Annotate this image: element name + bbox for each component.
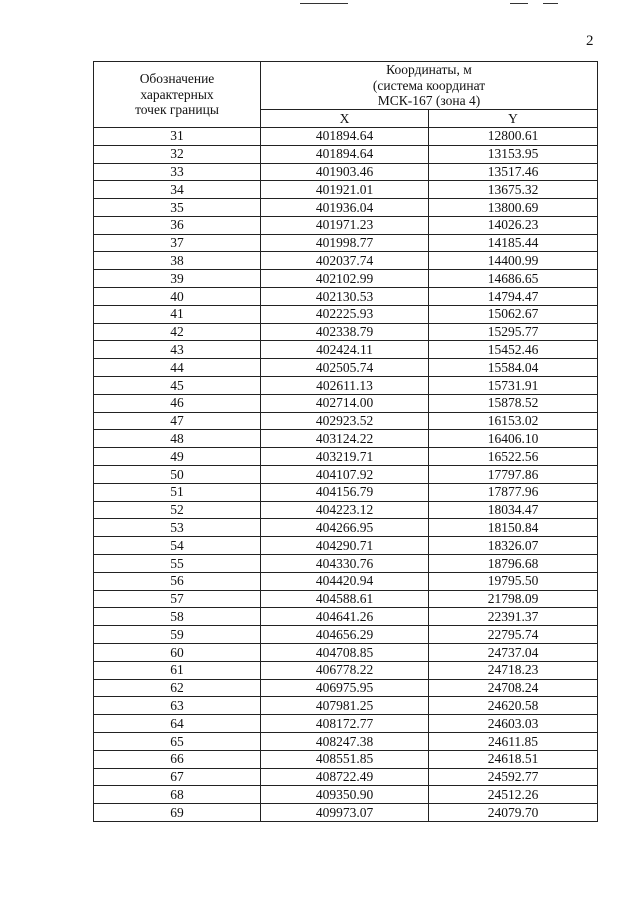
y-cell: 24708.24 <box>429 679 598 697</box>
table-row <box>94 127 598 145</box>
point-cell: 64 <box>94 715 261 733</box>
table-row <box>94 341 598 359</box>
x-cell: 408172.77 <box>261 715 429 733</box>
table-row <box>94 377 598 395</box>
y-cell: 21798.09 <box>429 590 598 608</box>
table-row <box>94 448 598 466</box>
point-cell: 32 <box>94 145 261 163</box>
point-cell: 38 <box>94 252 261 270</box>
x-cell: 406975.95 <box>261 679 429 697</box>
y-cell: 24512.26 <box>429 786 598 804</box>
y-cell: 24737.04 <box>429 644 598 662</box>
y-cell: 16406.10 <box>429 430 598 448</box>
y-cell: 17877.96 <box>429 483 598 501</box>
y-cell: 13800.69 <box>429 199 598 217</box>
y-cell: 17797.86 <box>429 466 598 484</box>
table-row <box>94 305 598 323</box>
x-cell: 408551.85 <box>261 750 429 768</box>
x-cell: 404641.26 <box>261 608 429 626</box>
y-cell: 16153.02 <box>429 412 598 430</box>
point-cell: 55 <box>94 555 261 573</box>
table-row <box>94 412 598 430</box>
point-cell: 61 <box>94 661 261 679</box>
top-rule-right-a <box>510 3 528 4</box>
point-cell: 36 <box>94 216 261 234</box>
table-row <box>94 697 598 715</box>
point-cell: 39 <box>94 270 261 288</box>
x-cell: 407981.25 <box>261 697 429 715</box>
x-cell: 404420.94 <box>261 572 429 590</box>
table-row <box>94 430 598 448</box>
y-cell: 15731.91 <box>429 377 598 395</box>
x-cell: 403219.71 <box>261 448 429 466</box>
y-cell: 18034.47 <box>429 501 598 519</box>
y-cell: 18326.07 <box>429 537 598 555</box>
table-row <box>94 288 598 306</box>
x-cell: 401921.01 <box>261 181 429 199</box>
y-cell: 24618.51 <box>429 750 598 768</box>
coords-header-line: Координаты, м <box>386 62 472 77</box>
y-cell: 22795.74 <box>429 626 598 644</box>
table-row <box>94 555 598 573</box>
point-cell: 37 <box>94 234 261 252</box>
table-row <box>94 644 598 662</box>
x-cell: 402714.00 <box>261 394 429 412</box>
table-row <box>94 394 598 412</box>
y-cell: 24592.77 <box>429 768 598 786</box>
point-cell: 46 <box>94 394 261 412</box>
point-cell: 34 <box>94 181 261 199</box>
point-column-header <box>94 62 261 128</box>
point-cell: 59 <box>94 626 261 644</box>
y-cell: 15452.46 <box>429 341 598 359</box>
table-row <box>94 501 598 519</box>
table-row <box>94 145 598 163</box>
point-cell: 60 <box>94 644 261 662</box>
point-cell: 40 <box>94 288 261 306</box>
point-cell: 35 <box>94 199 261 217</box>
table-row <box>94 768 598 786</box>
y-cell: 14686.65 <box>429 270 598 288</box>
y-cell: 14400.99 <box>429 252 598 270</box>
point-cell: 43 <box>94 341 261 359</box>
x-cell: 402505.74 <box>261 359 429 377</box>
table-row <box>94 590 598 608</box>
x-cell: 402037.74 <box>261 252 429 270</box>
x-cell: 402424.11 <box>261 341 429 359</box>
point-cell: 66 <box>94 750 261 768</box>
point-cell: 44 <box>94 359 261 377</box>
table-row <box>94 483 598 501</box>
point-header-line: характерных <box>140 86 214 102</box>
y-cell: 24603.03 <box>429 715 598 733</box>
x-cell: 401936.04 <box>261 199 429 217</box>
point-cell: 31 <box>94 127 261 145</box>
y-cell: 13675.32 <box>429 181 598 199</box>
table-row <box>94 715 598 733</box>
y-cell: 13153.95 <box>429 145 598 163</box>
y-cell: 22391.37 <box>429 608 598 626</box>
x-cell: 404656.29 <box>261 626 429 644</box>
x-cell: 409973.07 <box>261 804 429 822</box>
y-cell: 24611.85 <box>429 733 598 751</box>
x-cell: 401894.64 <box>261 127 429 145</box>
point-cell: 47 <box>94 412 261 430</box>
y-cell: 24620.58 <box>429 697 598 715</box>
x-cell: 404156.79 <box>261 483 429 501</box>
table-row <box>94 679 598 697</box>
y-cell: 24718.23 <box>429 661 598 679</box>
point-cell: 33 <box>94 163 261 181</box>
point-header-line: точек границы <box>135 102 219 118</box>
x-cell: 408722.49 <box>261 768 429 786</box>
table-row <box>94 661 598 679</box>
point-cell: 50 <box>94 466 261 484</box>
table-row <box>94 733 598 751</box>
table-row <box>94 252 598 270</box>
table-row <box>94 572 598 590</box>
y-cell: 12800.61 <box>429 127 598 145</box>
point-cell: 57 <box>94 590 261 608</box>
y-cell: 19795.50 <box>429 572 598 590</box>
y-cell: 13517.46 <box>429 163 598 181</box>
table-row <box>94 234 598 252</box>
y-cell: 14794.47 <box>429 288 598 306</box>
x-column-header: X <box>261 110 429 128</box>
x-cell: 408247.38 <box>261 733 429 751</box>
point-header-line: Обозначение <box>139 70 215 86</box>
y-cell: 16522.56 <box>429 448 598 466</box>
point-cell: 58 <box>94 608 261 626</box>
table-row <box>94 626 598 644</box>
x-cell: 403124.22 <box>261 430 429 448</box>
x-cell: 401894.64 <box>261 145 429 163</box>
table-row <box>94 519 598 537</box>
x-cell: 404290.71 <box>261 537 429 555</box>
top-rule-right-b <box>543 3 558 4</box>
table-row <box>94 199 598 217</box>
table-header <box>94 62 598 128</box>
point-cell: 68 <box>94 786 261 804</box>
x-cell: 404107.92 <box>261 466 429 484</box>
x-cell: 404708.85 <box>261 644 429 662</box>
x-cell: 404588.61 <box>261 590 429 608</box>
y-cell: 15878.52 <box>429 394 598 412</box>
table-row <box>94 270 598 288</box>
x-cell: 402130.53 <box>261 288 429 306</box>
table-row <box>94 750 598 768</box>
table-row <box>94 181 598 199</box>
point-cell: 49 <box>94 448 261 466</box>
x-cell: 402611.13 <box>261 377 429 395</box>
table-row <box>94 216 598 234</box>
point-cell: 52 <box>94 501 261 519</box>
table-row <box>94 608 598 626</box>
x-cell: 402338.79 <box>261 323 429 341</box>
point-cell: 63 <box>94 697 261 715</box>
table-row <box>94 466 598 484</box>
x-cell: 402225.93 <box>261 305 429 323</box>
y-cell: 14185.44 <box>429 234 598 252</box>
y-cell: 14026.23 <box>429 216 598 234</box>
coords-header-line: МСК-167 (зона 4) <box>377 93 481 109</box>
point-cell: 51 <box>94 483 261 501</box>
y-cell: 15295.77 <box>429 323 598 341</box>
x-cell: 402923.52 <box>261 412 429 430</box>
point-cell: 54 <box>94 537 261 555</box>
point-cell: 65 <box>94 733 261 751</box>
x-cell: 401998.77 <box>261 234 429 252</box>
table-row <box>94 804 598 822</box>
y-cell: 24079.70 <box>429 804 598 822</box>
point-cell: 62 <box>94 679 261 697</box>
table-row <box>94 537 598 555</box>
table-row <box>94 163 598 181</box>
table-row <box>94 359 598 377</box>
y-column-header: Y <box>429 110 598 128</box>
coordinates-group-header <box>261 62 598 110</box>
table-body <box>94 127 598 821</box>
y-cell: 18150.84 <box>429 519 598 537</box>
coords-header-line: (система координат <box>372 77 486 93</box>
x-cell: 402102.99 <box>261 270 429 288</box>
point-cell: 48 <box>94 430 261 448</box>
point-cell: 42 <box>94 323 261 341</box>
coordinates-table <box>93 61 598 822</box>
point-cell: 69 <box>94 804 261 822</box>
x-cell: 406778.22 <box>261 661 429 679</box>
point-cell: 45 <box>94 377 261 395</box>
point-cell: 67 <box>94 768 261 786</box>
y-cell: 18796.68 <box>429 555 598 573</box>
top-rule-left <box>300 3 348 4</box>
x-cell: 401903.46 <box>261 163 429 181</box>
table-row <box>94 323 598 341</box>
x-cell: 404223.12 <box>261 501 429 519</box>
x-cell: 409350.90 <box>261 786 429 804</box>
x-cell: 404266.95 <box>261 519 429 537</box>
point-cell: 41 <box>94 305 261 323</box>
x-cell: 404330.76 <box>261 555 429 573</box>
point-cell: 53 <box>94 519 261 537</box>
point-cell: 56 <box>94 572 261 590</box>
y-cell: 15062.67 <box>429 305 598 323</box>
x-cell: 401971.23 <box>261 216 429 234</box>
table-row <box>94 786 598 804</box>
page-number: 2 <box>586 33 594 49</box>
y-cell: 15584.04 <box>429 359 598 377</box>
